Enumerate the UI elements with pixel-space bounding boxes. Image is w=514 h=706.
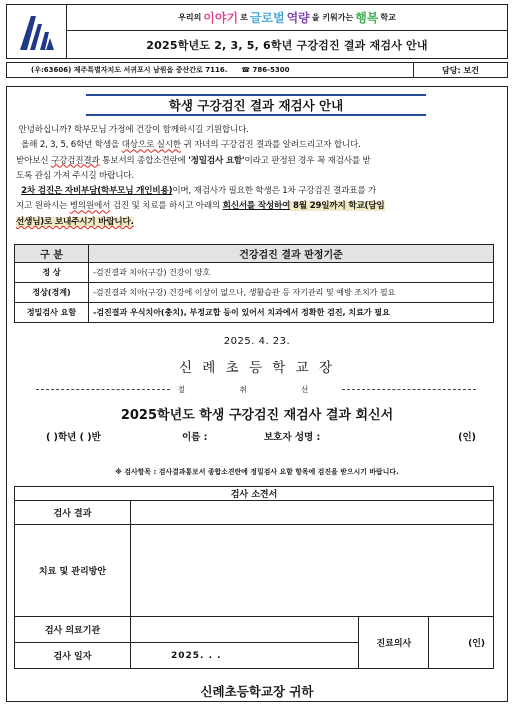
exam-date-input[interactable]: 2025. . .	[131, 643, 359, 669]
notice-line: 2차 검진은 자비부담(학부모님 개인비용)이며, 재검사가 필요한 학생은 1차 구강검진 결과표를 가	[21, 186, 377, 197]
criteria-header-standard: 건강검진 결과 판정기준	[89, 245, 494, 263]
guardian-seal: (인)	[458, 432, 476, 443]
doctor-label: 진료의사	[359, 617, 429, 669]
notice-title: 학생 구강검진 결과 재검사 안내	[86, 94, 426, 116]
principal-signature: 신 례 초 등 학 교 장	[178, 360, 336, 376]
institution-input[interactable]	[131, 617, 359, 643]
treatment-label: 치료 및 관리방안	[15, 525, 131, 617]
cut-line-label: 절 취 선	[177, 385, 335, 394]
criteria-desc: -검진결과 치아(구강) 건강에 이상이 없으나, 생활습관 등 자기관리 및 예방 조치가 필요	[89, 283, 494, 303]
treatment-input[interactable]	[131, 525, 494, 617]
criteria-desc: -검진결과 우식치아(충치), 부정교합 등이 있어서 치과에서 정확한 검진, 치료가 필요	[89, 303, 494, 323]
reply-student-fields	[46, 429, 476, 443]
notice-line: 지고 원하시는 병의원에서 검진 및 치료를 하시고 아래의 회신서를 작성하여 8월 29일까지 학교(담임	[16, 201, 385, 212]
table-row	[15, 283, 494, 303]
result-label: 검사 결과	[15, 501, 131, 525]
examination-form	[14, 486, 494, 669]
reply-title: 2025학년도 학생 구강검진 재검사 결과 회신서	[120, 408, 394, 423]
school-address: (우:63606) 제주특별자치도 서귀포시 남원읍 중산간로 7116.	[31, 66, 228, 74]
criteria-header-category: 구 분	[15, 245, 89, 263]
criteria-label: 정상(경계)	[15, 283, 89, 303]
doctor-seal[interactable]: (인)	[429, 617, 494, 669]
table-row	[15, 303, 494, 323]
notice-body	[16, 123, 496, 230]
result-input[interactable]	[131, 501, 494, 525]
issue-date: 2025. 4. 23.	[223, 336, 291, 347]
reply-note: ※ 검사항목 : 검사결과통보서 종합소견란에 정밀검사 요함 항목에 검진을 받으시기 바랍니다.	[115, 468, 399, 476]
exam-date-label: 검사 일자	[15, 643, 131, 669]
manager-label: 담당: 보건	[413, 63, 507, 77]
school-phone: ☎ 786-5300	[241, 66, 290, 74]
criteria-table	[14, 244, 494, 323]
notice-line: 안녕하십니까? 학부모님 가정에 건강이 함께하시길 기원합니다.	[18, 125, 249, 135]
notice-line: 도록 관심 가져 주시길 바랍니다.	[16, 170, 134, 181]
form-caption: 검사 소견서	[15, 487, 494, 501]
table-row	[15, 525, 494, 617]
student-name-field[interactable]: 이름 :	[182, 432, 208, 443]
notice-line: 선생님)로 보내주시기 바랍니다.	[16, 216, 134, 227]
table-row	[15, 617, 494, 643]
school-logo	[7, 5, 67, 58]
institution-label: 검사 의료기관	[15, 617, 131, 643]
school-slogan: 우리의 이야기 로 글로벌 역량 을 키워가는 행복 학교	[67, 5, 507, 31]
criteria-label: 정밀검사 요함	[15, 303, 89, 323]
criteria-desc: -검진결과 치아(구강) 건강이 양호	[89, 263, 494, 283]
letterhead	[6, 4, 508, 59]
criteria-label: 정 상	[15, 263, 89, 283]
addressee: 신례초등학교장 귀하	[200, 684, 314, 699]
cut-line	[36, 384, 476, 395]
table-row	[15, 263, 494, 283]
table-row	[15, 501, 494, 525]
notice-line: 올해 2, 3, 5, 6학년 학생을 대상으로 실시한 귀 자녀의 구강검진 결과를 알려드리고자 합니다.	[21, 140, 361, 151]
document-title: 2025학년도 2, 3, 5, 6학년 구강검진 결과 재검사 안내	[146, 38, 428, 52]
notice-line: 받아보신 구강검진결과 통보서의 종합소견란에 '정밀검사 요함'이라고 판정된 경우 꼭 재검사를 받	[16, 155, 371, 166]
guardian-name-field[interactable]: 보호자 성명 :	[264, 432, 321, 443]
grade-class-field[interactable]: ( )학년 ( )반	[46, 432, 101, 443]
address-bar	[6, 62, 508, 78]
